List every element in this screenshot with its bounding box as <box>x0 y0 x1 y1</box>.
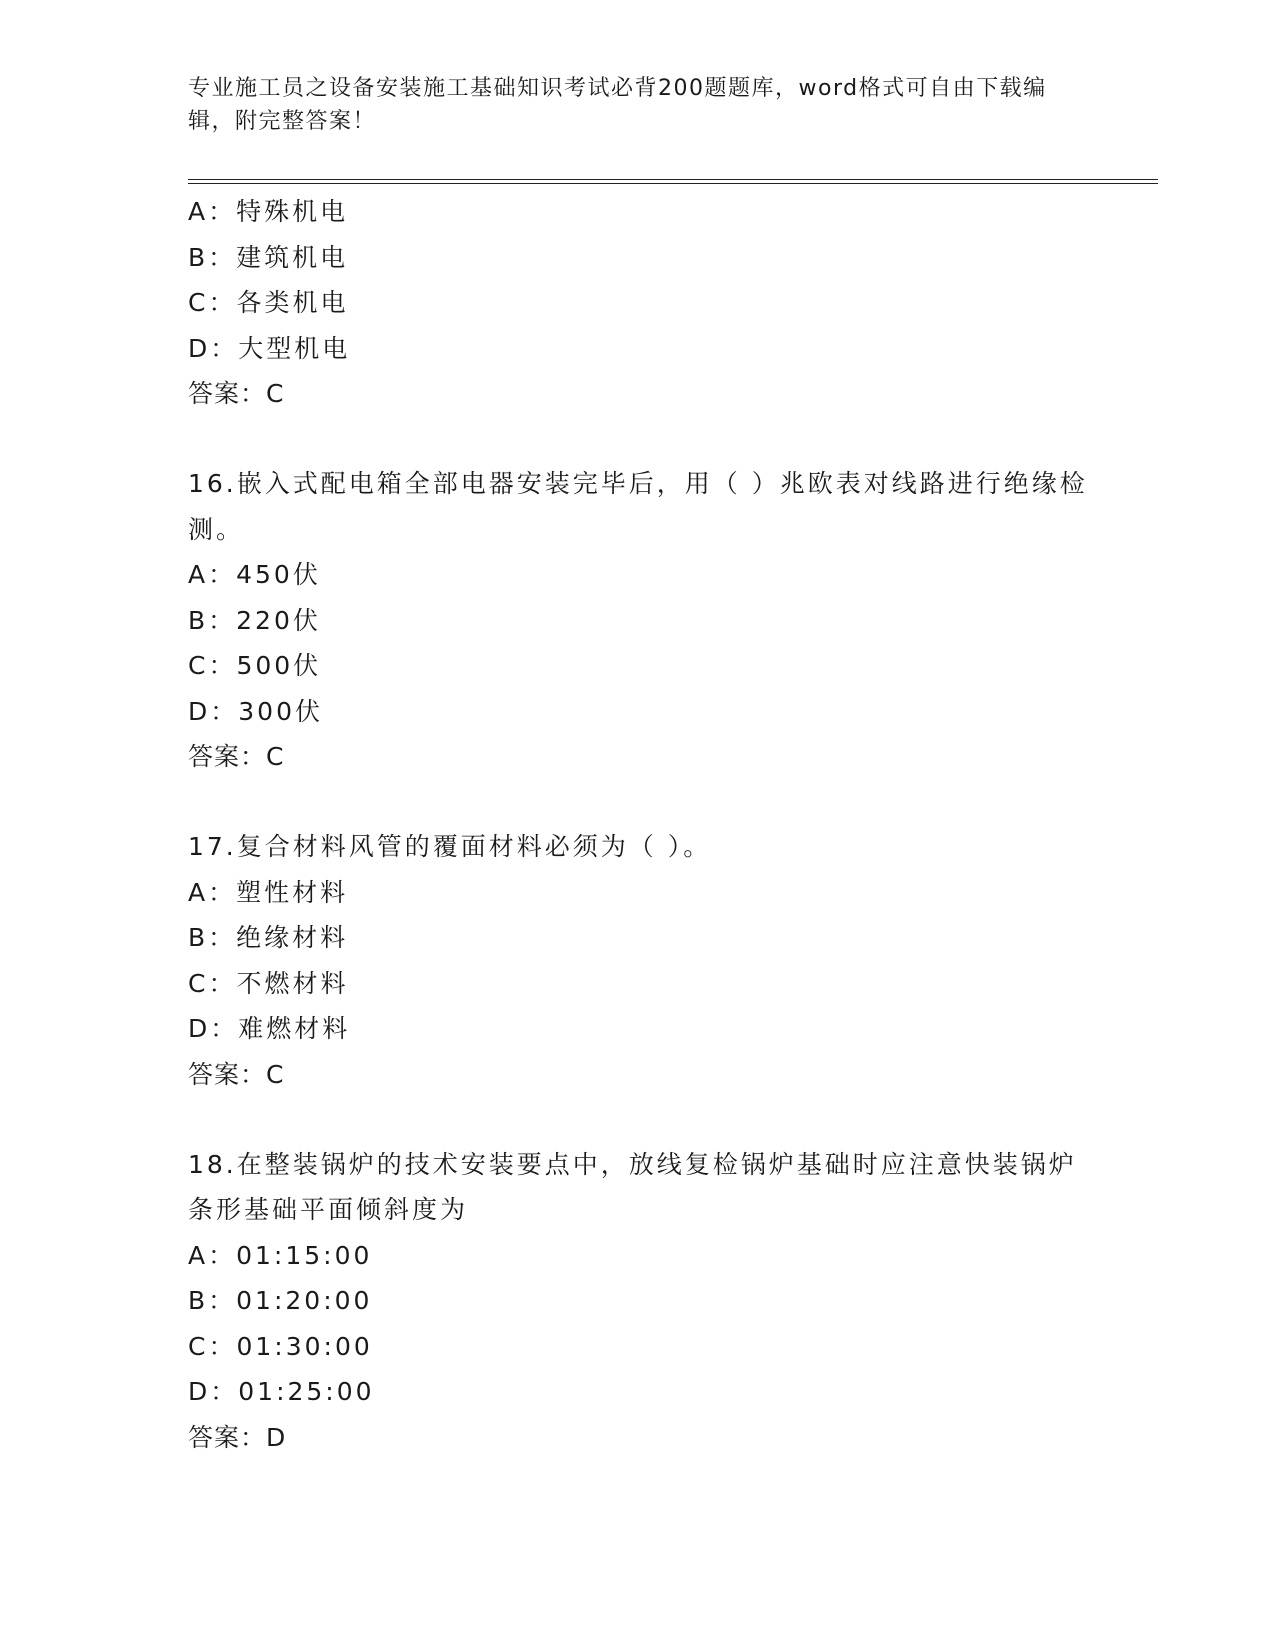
option-d: D：难燃材料 <box>188 1014 351 1043</box>
option-a: A：450伏 <box>188 560 321 589</box>
option-d: D：300伏 <box>188 696 323 726</box>
question-15-continued <box>188 189 1088 417</box>
question-list <box>188 189 1088 1461</box>
answer-line: 答案：C <box>188 379 285 408</box>
option-b: B：220伏 <box>188 605 321 635</box>
question-stem: 18.在整装锅炉的技术安装要点中，放线复检锅炉基础时应注意快装锅炉条形基础平面倾斜度为 <box>188 1149 1077 1224</box>
option-a: A：塑性材料 <box>188 877 349 907</box>
answer-line: 答案：D <box>188 1422 287 1452</box>
option-d: D：01:25:00 <box>188 1377 375 1406</box>
option-c: C：01:30:00 <box>188 1331 373 1361</box>
option-a: A：特殊机电 <box>188 197 349 226</box>
option-a: A：01:15:00 <box>188 1240 373 1270</box>
question-18 <box>188 1142 1088 1461</box>
question-16 <box>188 461 1088 780</box>
question-stem: 17.复合材料风管的覆面材料必须为（ ）。 <box>188 832 712 861</box>
answer-line: 答案：C <box>188 742 285 771</box>
header-divider-top <box>188 179 1158 180</box>
option-c: C：500伏 <box>188 651 322 680</box>
option-b: B：01:20:00 <box>188 1286 373 1315</box>
answer-line: 答案：C <box>188 1059 285 1089</box>
document-title: 专业施工员之设备安装施工基础知识考试必背200题题库，word格式可自由下载编辑，附完整答案！ <box>188 76 1047 134</box>
question-stem: 16.嵌入式配电箱全部电器安装完毕后，用（ ）兆欧表对线路进行绝缘检测。 <box>188 469 1088 544</box>
option-c: C：各类机电 <box>188 288 349 317</box>
document-header <box>188 72 1078 138</box>
option-b: B：绝缘材料 <box>188 923 349 952</box>
option-b: B：建筑机电 <box>188 242 349 272</box>
option-d: D：大型机电 <box>188 333 351 363</box>
header-divider-bottom <box>188 183 1158 184</box>
question-17 <box>188 824 1088 1098</box>
option-c: C：不燃材料 <box>188 968 349 998</box>
